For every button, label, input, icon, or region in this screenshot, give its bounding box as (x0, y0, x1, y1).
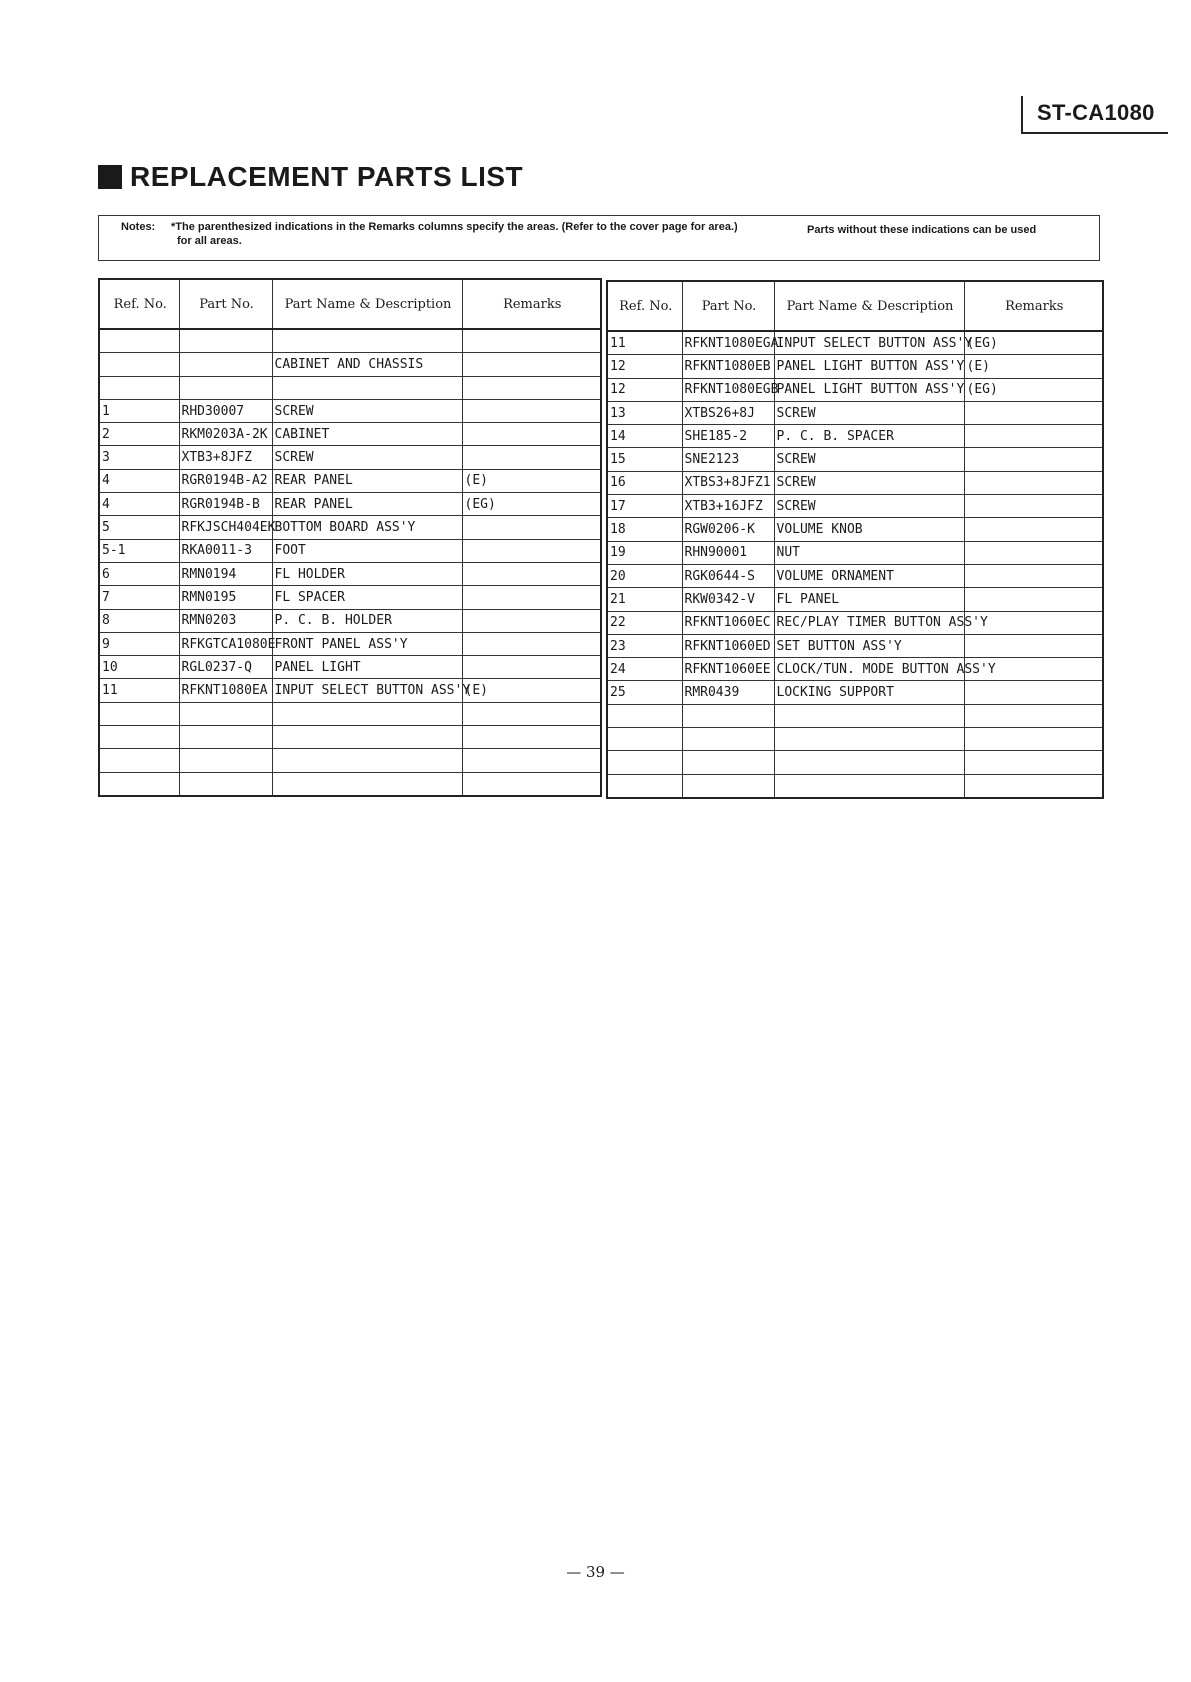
ref-no-cell: 6 (99, 562, 179, 585)
description-cell: P. C. B. SPACER (774, 425, 964, 448)
notes-box (98, 215, 1100, 261)
description-cell: PANEL LIGHT BUTTON ASS'Y (774, 378, 964, 401)
description-cell (774, 751, 964, 774)
description-cell: SCREW (272, 446, 462, 469)
ref-no-cell (607, 704, 682, 727)
ref-no-cell (607, 751, 682, 774)
part-no-cell (682, 704, 774, 727)
table-row (607, 751, 1103, 774)
remarks-cell (964, 425, 1103, 448)
description-cell: CABINET (272, 423, 462, 446)
table-header-row (99, 279, 601, 329)
table-row (607, 611, 1103, 634)
description-cell: SCREW (774, 471, 964, 494)
ref-no-cell: 16 (607, 471, 682, 494)
part-no-cell: RFKNT1060EC (682, 611, 774, 634)
remarks-cell (462, 376, 601, 399)
part-no-cell: RMN0203 (179, 609, 272, 632)
parts-table-right (606, 280, 1104, 799)
part-no-cell: XTB3+8JFZ (179, 446, 272, 469)
table-row (607, 518, 1103, 541)
part-no-cell: RMN0194 (179, 562, 272, 585)
part-no-cell: RFKGTCA1080E (179, 632, 272, 655)
table-row (99, 446, 601, 469)
part-no-cell: XTBS3+8JFZ1 (682, 471, 774, 494)
remarks-cell (964, 564, 1103, 587)
description-cell: LOCKING SUPPORT (774, 681, 964, 704)
part-no-cell: RFKNT1080EA (179, 679, 272, 702)
table-row (607, 541, 1103, 564)
ref-no-cell: 5-1 (99, 539, 179, 562)
model-number: ST-CA1080 (1037, 100, 1155, 125)
part-no-cell: RKA0011-3 (179, 539, 272, 562)
remarks-cell: (E) (462, 469, 601, 492)
table-row (99, 702, 601, 725)
notes-label: Notes: (121, 221, 156, 233)
description-cell: FL HOLDER (272, 562, 462, 585)
description-cell: REC/PLAY TIMER BUTTON ASS'Y (774, 611, 964, 634)
description-cell: FOOT (272, 539, 462, 562)
part-no-cell: RHN90001 (682, 541, 774, 564)
description-cell: VOLUME KNOB (774, 518, 964, 541)
description-cell: REAR PANEL (272, 469, 462, 492)
description-cell: PANEL LIGHT (272, 656, 462, 679)
description-cell: BOTTOM BOARD ASS'Y (272, 516, 462, 539)
ref-no-cell: 19 (607, 541, 682, 564)
part-no-cell: XTB3+16JFZ (682, 495, 774, 518)
part-no-cell (179, 353, 272, 376)
table-row (99, 632, 601, 655)
ref-no-cell: 11 (99, 679, 179, 702)
col-header-ref-no: Ref. No. (99, 279, 179, 329)
description-cell (272, 376, 462, 399)
ref-no-cell: 10 (99, 656, 179, 679)
title-bullet-icon (98, 165, 122, 189)
ref-no-cell: 8 (99, 609, 179, 632)
page-title: REPLACEMENT PARTS LIST (130, 161, 524, 192)
ref-no-cell: 24 (607, 658, 682, 681)
part-no-cell: RFKNT1060EE (682, 658, 774, 681)
description-cell: SET BUTTON ASS'Y (774, 634, 964, 657)
part-no-cell (682, 728, 774, 751)
ref-no-cell (99, 749, 179, 772)
description-cell: VOLUME ORNAMENT (774, 564, 964, 587)
ref-no-cell: 3 (99, 446, 179, 469)
table-row (607, 658, 1103, 681)
table-row (99, 423, 601, 446)
part-no-cell: XTBS26+8J (682, 401, 774, 424)
description-cell: CLOCK/TUN. MODE BUTTON ASS'Y (774, 658, 964, 681)
parts-table-left (98, 278, 602, 797)
description-cell: P. C. B. HOLDER (272, 609, 462, 632)
table-row (99, 586, 601, 609)
ref-no-cell (99, 376, 179, 399)
remarks-cell (462, 702, 601, 725)
table-row (99, 726, 601, 749)
remarks-cell: (EG) (964, 331, 1103, 355)
remarks-cell (462, 399, 601, 422)
remarks-cell (462, 656, 601, 679)
remarks-cell (964, 448, 1103, 471)
notes-text-line1b: Parts without these indications can be used (807, 224, 1037, 236)
part-no-cell (179, 329, 272, 353)
table-row (607, 471, 1103, 494)
remarks-cell (462, 726, 601, 749)
remarks-cell (462, 329, 601, 353)
part-no-cell: RGR0194B-B (179, 493, 272, 516)
table-row (607, 774, 1103, 798)
ref-no-cell: 14 (607, 425, 682, 448)
remarks-cell (964, 541, 1103, 564)
table-row (607, 448, 1103, 471)
description-cell (272, 329, 462, 353)
remarks-cell: (EG) (462, 493, 601, 516)
remarks-cell (462, 539, 601, 562)
table-row (607, 588, 1103, 611)
description-cell: REAR PANEL (272, 493, 462, 516)
remarks-cell (964, 728, 1103, 751)
part-no-cell: SHE185-2 (682, 425, 774, 448)
ref-no-cell (607, 774, 682, 798)
model-header (1021, 96, 1168, 134)
remarks-cell (462, 562, 601, 585)
table-row (99, 609, 601, 632)
description-cell (774, 774, 964, 798)
table-row (99, 399, 601, 422)
remarks-cell: (E) (462, 679, 601, 702)
remarks-cell (964, 634, 1103, 657)
remarks-cell (462, 772, 601, 796)
part-no-cell: RGL0237-Q (179, 656, 272, 679)
description-cell: SCREW (774, 448, 964, 471)
ref-no-cell (99, 726, 179, 749)
col-header-ref-no: Ref. No. (607, 281, 682, 331)
ref-no-cell: 4 (99, 493, 179, 516)
part-no-cell (682, 751, 774, 774)
part-no-cell: RFKNT1060ED (682, 634, 774, 657)
description-cell: SCREW (272, 399, 462, 422)
remarks-cell: (EG) (964, 378, 1103, 401)
ref-no-cell: 18 (607, 518, 682, 541)
remarks-cell (462, 516, 601, 539)
part-no-cell: RFKNT1080EB (682, 355, 774, 378)
remarks-cell (964, 495, 1103, 518)
ref-no-cell: 17 (607, 495, 682, 518)
ref-no-cell: 23 (607, 634, 682, 657)
table-row (99, 353, 601, 376)
ref-no-cell (99, 329, 179, 353)
remarks-cell (462, 423, 601, 446)
table-row (99, 656, 601, 679)
ref-no-cell: 1 (99, 399, 179, 422)
description-cell: PANEL LIGHT BUTTON ASS'Y (774, 355, 964, 378)
part-no-cell (179, 726, 272, 749)
remarks-cell (964, 401, 1103, 424)
col-header-part-no: Part No. (179, 279, 272, 329)
table-row (99, 469, 601, 492)
ref-no-cell: 21 (607, 588, 682, 611)
ref-no-cell: 22 (607, 611, 682, 634)
ref-no-cell: 15 (607, 448, 682, 471)
ref-no-cell: 11 (607, 331, 682, 355)
remarks-cell (964, 774, 1103, 798)
part-no-cell: RKW0342-V (682, 588, 774, 611)
ref-no-cell: 9 (99, 632, 179, 655)
ref-no-cell (607, 728, 682, 751)
table-row (607, 728, 1103, 751)
table-row (607, 495, 1103, 518)
part-no-cell (682, 774, 774, 798)
ref-no-cell: 25 (607, 681, 682, 704)
remarks-cell (964, 704, 1103, 727)
table-row (607, 331, 1103, 355)
col-header-description: Part Name & Description (774, 281, 964, 331)
remarks-cell (462, 749, 601, 772)
table-row (607, 681, 1103, 704)
ref-no-cell: 13 (607, 401, 682, 424)
part-no-cell: RFKNT1080EGA (682, 331, 774, 355)
part-no-cell: RGW0206-K (682, 518, 774, 541)
ref-no-cell (99, 772, 179, 796)
description-cell (272, 749, 462, 772)
col-header-description: Part Name & Description (272, 279, 462, 329)
remarks-cell (964, 588, 1103, 611)
remarks-cell (462, 446, 601, 469)
part-no-cell: RGK0644-S (682, 564, 774, 587)
remarks-cell (964, 681, 1103, 704)
table-row (607, 425, 1103, 448)
remarks-cell (462, 609, 601, 632)
table-row (607, 704, 1103, 727)
table-row (99, 329, 601, 353)
part-no-cell: RMR0439 (682, 681, 774, 704)
col-header-remarks: Remarks (462, 279, 601, 329)
description-cell (272, 726, 462, 749)
table-row (607, 355, 1103, 378)
part-no-cell: SNE2123 (682, 448, 774, 471)
part-no-cell: RGR0194B-A2 (179, 469, 272, 492)
page-number: — 39 — (566, 1563, 625, 1581)
table-row (99, 493, 601, 516)
notes-text-line1: *The parenthesized indications in the Remarks columns specify the areas. (Refer to the cover page for area.) (171, 221, 738, 233)
remarks-cell (964, 751, 1103, 774)
remarks-cell (462, 353, 601, 376)
part-no-cell (179, 376, 272, 399)
part-no-cell (179, 772, 272, 796)
table-row (607, 378, 1103, 401)
remarks-cell (964, 471, 1103, 494)
table-row (99, 539, 601, 562)
remarks-cell (462, 586, 601, 609)
table-row (607, 401, 1103, 424)
part-no-cell: RFKJSCH404EK (179, 516, 272, 539)
description-cell: NUT (774, 541, 964, 564)
description-cell: SCREW (774, 495, 964, 518)
ref-no-cell (99, 702, 179, 725)
ref-no-cell: 7 (99, 586, 179, 609)
description-cell: FL PANEL (774, 588, 964, 611)
table-row (99, 562, 601, 585)
part-no-cell: RMN0195 (179, 586, 272, 609)
table-row (99, 679, 601, 702)
ref-no-cell: 5 (99, 516, 179, 539)
page-title-block (98, 161, 523, 193)
description-cell: FRONT PANEL ASS'Y (272, 632, 462, 655)
description-cell: CABINET AND CHASSIS (272, 353, 462, 376)
table-row (99, 376, 601, 399)
table-row (99, 772, 601, 796)
description-cell: SCREW (774, 401, 964, 424)
table-row (607, 564, 1103, 587)
description-cell (774, 704, 964, 727)
notes-text-line2: for all areas. (177, 235, 242, 247)
part-no-cell: RKM0203A-2K (179, 423, 272, 446)
ref-no-cell: 20 (607, 564, 682, 587)
table-row (607, 634, 1103, 657)
part-no-cell: RHD30007 (179, 399, 272, 422)
ref-no-cell: 2 (99, 423, 179, 446)
table-row (99, 749, 601, 772)
ref-no-cell: 12 (607, 378, 682, 401)
remarks-cell: (E) (964, 355, 1103, 378)
description-cell: INPUT SELECT BUTTON ASS'Y (272, 679, 462, 702)
table-row (99, 516, 601, 539)
col-header-remarks: Remarks (964, 281, 1103, 331)
ref-no-cell: 4 (99, 469, 179, 492)
remarks-cell (964, 518, 1103, 541)
ref-no-cell: 12 (607, 355, 682, 378)
part-no-cell (179, 749, 272, 772)
description-cell (272, 702, 462, 725)
table-header-row (607, 281, 1103, 331)
part-no-cell (179, 702, 272, 725)
description-cell: INPUT SELECT BUTTON ASS'Y (774, 331, 964, 355)
description-cell (774, 728, 964, 751)
ref-no-cell (99, 353, 179, 376)
remarks-cell (462, 632, 601, 655)
part-no-cell: RFKNT1080EGB (682, 378, 774, 401)
description-cell (272, 772, 462, 796)
col-header-part-no: Part No. (682, 281, 774, 331)
description-cell: FL SPACER (272, 586, 462, 609)
